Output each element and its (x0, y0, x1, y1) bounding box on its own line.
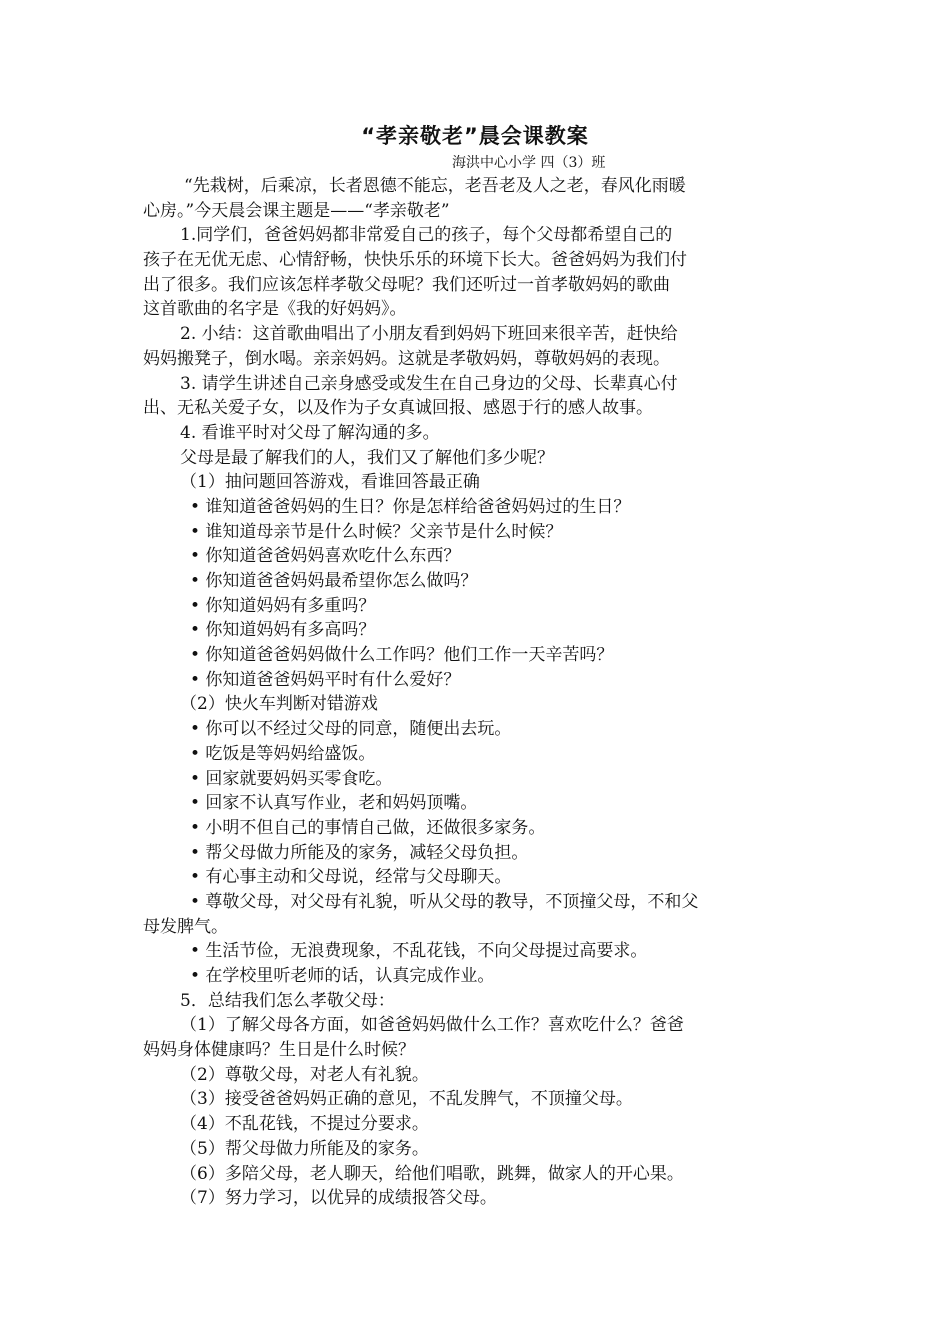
list-item: • 有心事主动和父母说，经常与父母聊天。 (190, 867, 512, 888)
text-line: （4）不乱花钱，不提过分要求。 (180, 1114, 429, 1135)
list-item: • 你知道爸爸妈妈最希望你怎么做吗？ (190, 571, 478, 591)
text-line: 母发脾气。 (143, 916, 228, 937)
text-line: （1）了解父母各方面，如爸爸妈妈做什么工作？喜欢吃什么？爸爸 (180, 1015, 684, 1036)
list-item: • 你知道爸爸妈妈平时有什么爱好？ (190, 669, 461, 690)
text-line: （2）快火车判断对错游戏 (180, 694, 378, 715)
text-line: （2）尊敬父母，对老人有礼貌。 (180, 1064, 429, 1085)
list-item: • 你知道爸爸妈妈做什么工作吗？他们工作一天辛苦吗？ (190, 645, 614, 666)
text-line: （3）接受爸爸妈妈正确的意见，不乱发脾气，不顶撞父母。 (180, 1089, 633, 1110)
text-line: “先栽树，后乘凉，长者恩德不能忘，老吾老及人之老，春风化雨暖 (184, 176, 686, 196)
text-line: 出、无私关爱子女，以及作为子女真诚回报、感恩于行的感人故事。 (143, 398, 653, 419)
list-item: • 在学校里听老师的话，认真完成作业。 (190, 966, 495, 986)
text-line: 心房。”今天晨会课主题是——“孝亲敬老” (143, 200, 450, 221)
text-line: 4. 看谁平时对父母了解沟通的多。 (180, 422, 440, 443)
list-item: • 生活节俭，无浪费现象，不乱花钱，不向父母提过高要求。 (190, 941, 648, 962)
text-line: （7）努力学习，以优异的成绩报答父母。 (180, 1188, 497, 1209)
text-line: 孩子在无优无虑、心情舒畅，快快乐乐的环境下长大。爸爸妈妈为我们付 (143, 250, 687, 271)
list-item: • 你知道妈妈有多重吗？ (190, 595, 376, 616)
text-line: （5）帮父母做力所能及的家务。 (180, 1138, 429, 1159)
text-line: 妈妈搬凳子，倒水喝。亲亲妈妈。这就是孝敬妈妈，尊敬妈妈的表现。 (143, 348, 670, 369)
text-line: （1）抽问题回答游戏，看谁回答最正确 (180, 472, 480, 493)
list-item: • 你知道妈妈有多高吗？ (190, 620, 376, 641)
school-class-subtitle: 海洪中心小学 四（3）班 (452, 155, 606, 171)
list-item: • 谁知道爸爸妈妈的生日？你是怎样给爸爸妈妈过的生日？ (190, 496, 631, 517)
page-title: “孝亲敬老”晨会课教案 (361, 124, 589, 148)
text-line: 这首歌曲的名字是《我的好妈妈》。 (143, 299, 407, 320)
list-item: • 回家就要妈妈买零食吃。 (190, 768, 393, 789)
list-item: • 吃饭是等妈妈给盛饭。 (190, 743, 376, 764)
list-item: • 谁知道母亲节是什么时候？父亲节是什么时候？ (190, 521, 563, 542)
text-line: 5．总结我们怎么孝敬父母： (180, 990, 395, 1011)
lesson-body (143, 174, 808, 1211)
list-item: • 帮父母做力所能及的家务，减轻父母负担。 (190, 842, 529, 863)
list-item: • 尊敬父母，对父母有礼貌，听从父母的教导，不顶撞父母，不和父 (190, 891, 699, 912)
text-line: 1.同学们，爸爸妈妈都非常爱自己的孩子，每个父母都希望自己的 (180, 225, 673, 246)
list-item: • 你知道爸爸妈妈喜欢吃什么东西？ (190, 546, 461, 567)
text-line: 父母是最了解我们的人，我们又了解他们多少呢？ (180, 447, 554, 468)
list-item: • 回家不认真写作业，老和妈妈顶嘴。 (190, 793, 478, 814)
text-line: 出了很多。我们应该怎样孝敬父母呢？我们还听过一首孝敬妈妈的歌曲 (143, 274, 670, 295)
text-line: （6）多陪父母，老人聊天，给他们唱歌，跳舞，做家人的开心果。 (180, 1163, 684, 1184)
text-line: 3. 请学生讲述自己亲身感受或发生在自己身边的父母、长辈真心付 (180, 373, 678, 394)
list-item: • 小明不但自己的事情自己做，还做很多家务。 (190, 817, 546, 838)
text-line: 妈妈身体健康吗？生日是什么时候？ (143, 1040, 415, 1061)
text-line: 2. 小结：这首歌曲唱出了小朋友看到妈妈下班回来很辛苦，赶快给 (180, 324, 678, 345)
list-item: • 你可以不经过父母的同意，随便出去玩。 (190, 719, 512, 740)
